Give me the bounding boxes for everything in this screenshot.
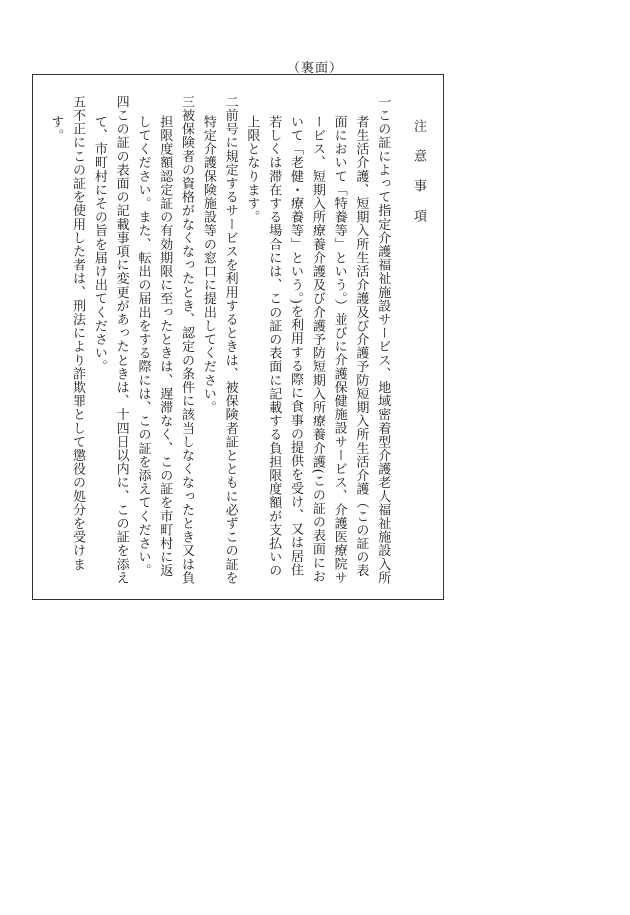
notice-item-number: 三 [179,95,195,109]
notice-item-text: この証によって指定介護福祉施設サービス、地域密着型介護老人福祉施設入所者生活介護、短期入所生活介護及び介護予防短期入所生活介護（この証の表面において「特養等」という。）並びに介護保健施設サービス、介護医療院サービス、短期入所療養介護及び介護予防短期入所療養介護(この証の表面において「老健・療養等」という。)を利用する際に食事の提供を受け、又は居住若しくは滞在する場合には、この証の表面に記載する負担限度額が支払いの上限となります。 [244,108,391,585]
notice-item-3 [132,95,197,585]
notice-frame [32,74,444,600]
page-side-label: （裏面） [286,61,343,76]
notice-item-4 [88,95,132,585]
notice-item-text: 被保険者の資格がなくなったとき、認定の条件に該当しなくなったとき又は負担限度額認定証の有効期限に至ったときは、遅滞なく、この証を市町村に返してください。また、転出の届出をする際には、この証を添えてください。 [135,108,195,585]
notice-item-number: 二 [222,95,238,109]
notice-item-number: 四 [113,95,129,109]
notice-item-text: この証の表面の記載事項に変更があったときは、十四日以内に、この証を添えて、市町村にその旨を届け出てください。 [91,108,129,585]
notice-item-text: 前号に規定するサービスを利用するときは、被保険者証とともに必ずこの証を特定介護保険施設等の窓口に提出してください。 [200,108,238,585]
notice-item-5 [44,95,88,585]
notice-item-1 [241,95,394,585]
notice-heading: 注意事項 [411,119,426,239]
notice-item-number: 一 [375,95,391,109]
notice-item-number: 五 [70,95,86,109]
notice-text-block [44,95,429,585]
notice-item-2 [197,95,241,585]
notice-item-text: 不正にこの証を使用した者は、刑法により詐欺罪として懲役の処分を受けます。 [48,108,86,572]
